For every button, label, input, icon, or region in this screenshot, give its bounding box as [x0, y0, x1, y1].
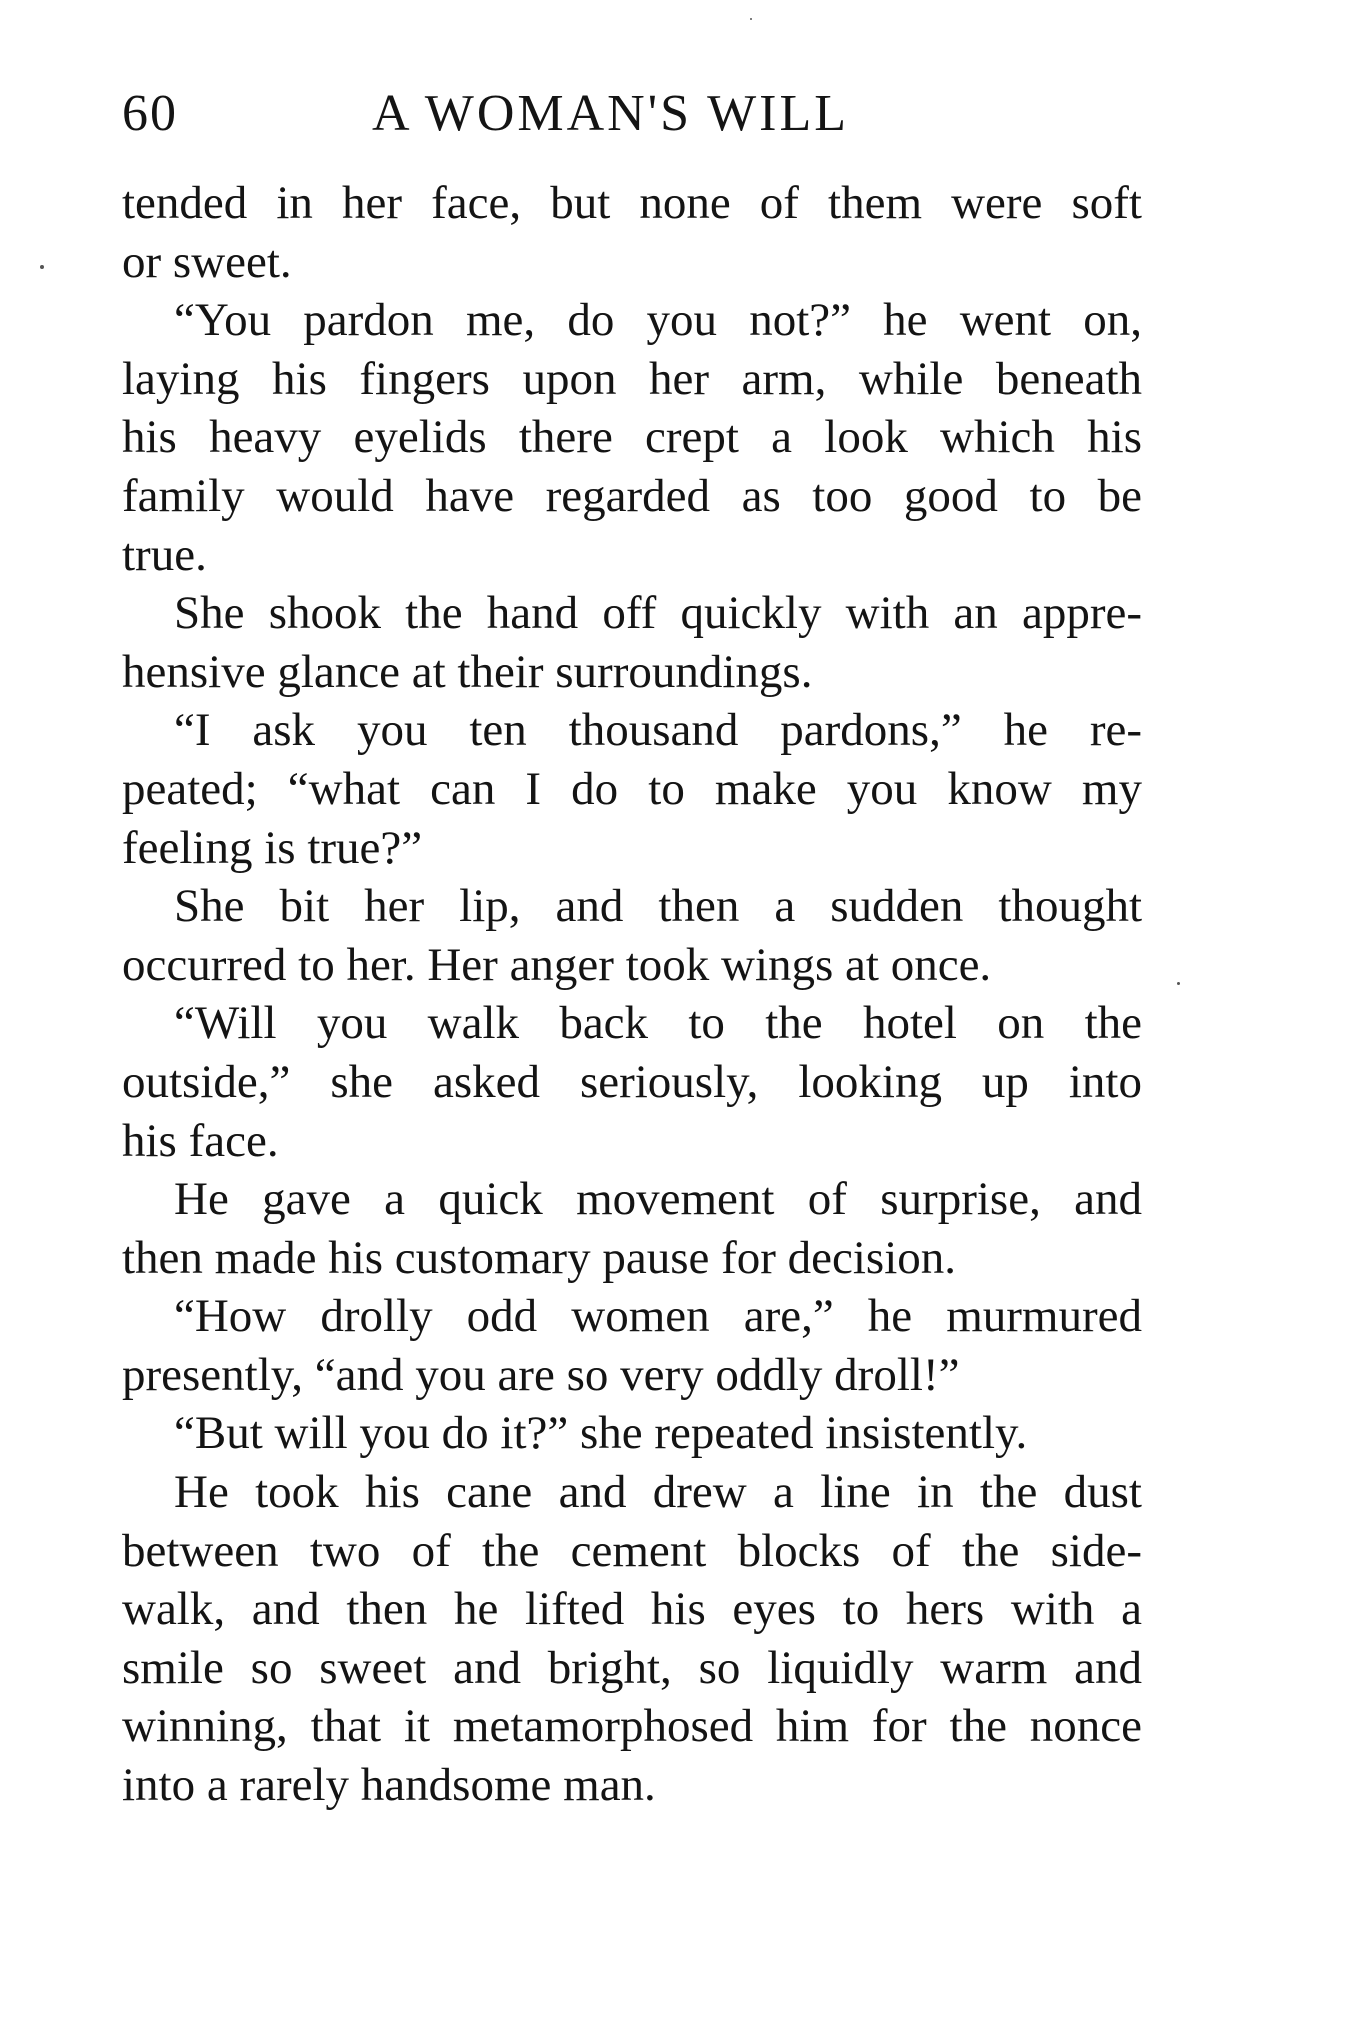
text-line: “Will you walk back to the hotel on the [174, 997, 1142, 1050]
text-line: occurred to her. Her anger took wings at once. [122, 938, 992, 991]
text-line: She bit her lip, and then a sudden thought [174, 880, 1142, 933]
paper-speck [40, 265, 44, 269]
running-title: A WOMAN'S WILL [372, 85, 849, 142]
text-line: walk, and then he lifted his eyes to hers with a [122, 1583, 1142, 1636]
text-line: “But will you do it?” she repeated insistently. [174, 1407, 1028, 1460]
text-line: between two of the cement blocks of the side- [122, 1524, 1142, 1577]
text-line: He took his cane and drew a line in the dust [174, 1466, 1142, 1519]
paper-speck [1177, 982, 1180, 985]
text-line: “You pardon me, do you not?” he went on, [174, 294, 1142, 347]
text-line: or sweet. [122, 235, 292, 288]
text-line: family would have regarded as too good to be [122, 469, 1142, 522]
text-line: into a rarely handsome man. [122, 1759, 656, 1812]
paper-speck [750, 18, 752, 20]
body-text [122, 174, 1142, 1815]
running-head [122, 78, 1142, 150]
text-line: feeling is true?” [122, 821, 423, 874]
text-line: tended in her face, but none of them were soft [122, 177, 1142, 229]
text-line: “I ask you ten thousand pardons,” he re- [174, 704, 1142, 757]
text-line: smile so sweet and bright, so liquidly warm and [122, 1641, 1142, 1694]
text-line: “How drolly odd women are,” he murmured [174, 1290, 1142, 1343]
page-number: 60 [122, 85, 178, 142]
text-line: peated; “what can I do to make you know my [122, 762, 1142, 815]
text-line: his face. [122, 1114, 279, 1167]
text-line: She shook the hand off quickly with an appre- [174, 587, 1142, 640]
text-line: He gave a quick movement of surprise, and [174, 1173, 1142, 1226]
text-line: his heavy eyelids there crept a look which his [122, 411, 1142, 464]
text-line: presently, “and you are so very oddly droll!” [122, 1348, 960, 1401]
text-line: then made his customary pause for decision. [122, 1231, 957, 1284]
text-line: laying his fingers upon her arm, while beneath [122, 352, 1142, 405]
text-line: true. [122, 528, 207, 581]
text-line: hensive glance at their surroundings. [122, 645, 813, 698]
text-line: winning, that it metamorphosed him for the nonce [122, 1700, 1142, 1753]
text-line: outside,” she asked seriously, looking up into [122, 1055, 1142, 1108]
